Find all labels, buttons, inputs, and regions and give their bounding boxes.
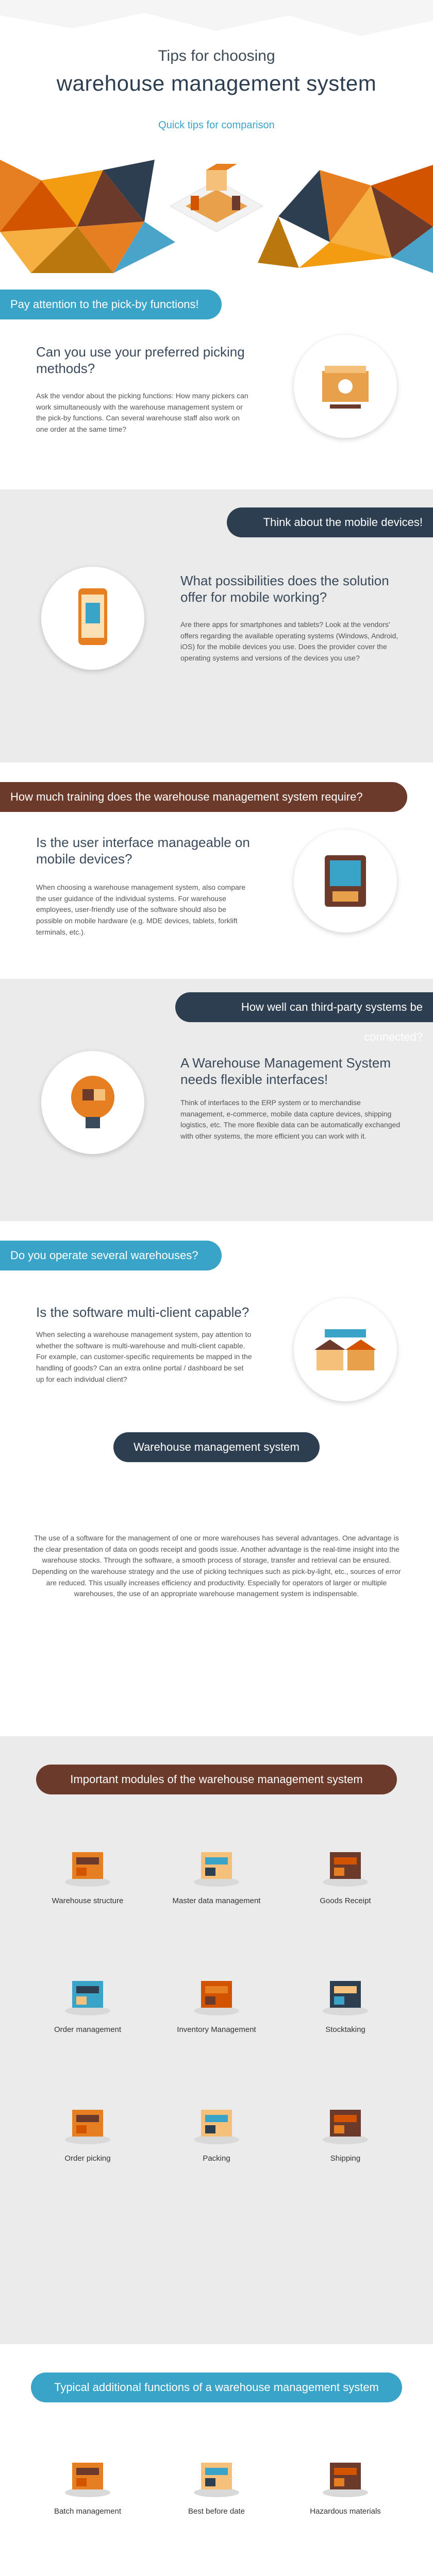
module-label: Order picking (64, 2154, 111, 2163)
database-icon (170, 1832, 263, 1893)
hazard-icon (299, 2442, 392, 2504)
mobile-scanner-icon (294, 829, 397, 933)
section-text-pick-by: Ask the vendor about the picking functions: How many pickers can work simultaneously with the warehouse management system or the pick-by functions. Can several warehouse staff also work on one order at the same time? (36, 392, 248, 434)
section-heading-mobile: What possibilities does the solution offer for mobile working? (180, 573, 389, 605)
module-label: Warehouse structure (52, 1896, 124, 1905)
module-master-data-management (170, 1832, 263, 1908)
storage-strategies-icon (299, 2571, 392, 2576)
module-label: Stocktaking (325, 2025, 365, 2034)
shelf-icon (41, 1832, 134, 1893)
page-title-line1: Tips for choosing (158, 47, 275, 64)
section-heading-warehouses: Is the software multi-client capable? (36, 1304, 249, 1320)
modules-bg (0, 1736, 433, 2344)
section-text-warehouses: When selecting a warehouse management system, pay attention to whether the software is multi-warehouse and multi-client capable. For example, can customer-specific requirements be mapped in the handling of goods? Can an extra online portal / dashboard be set up for each individual client? (36, 1330, 252, 1383)
section-heading-pick-by: Can you use your preferred picking methods? (36, 344, 245, 376)
module-label: Shipping (330, 2154, 361, 2163)
lightbulb-puzzle-icon (41, 1051, 144, 1154)
module-label: Packing (203, 2154, 230, 2163)
order-list-icon (41, 1960, 134, 2022)
module-inventory-management (170, 1960, 263, 2037)
module-best-before-date (170, 2442, 263, 2518)
module-order-picking (41, 2089, 134, 2165)
truck-icon (299, 2089, 392, 2151)
section-banner-training: How much training does the warehouse management system require? (0, 782, 407, 812)
smartphone-icon (41, 567, 144, 670)
section-banner-warehouses: Do you operate several warehouses? (0, 1241, 222, 1270)
pick-by-icon (294, 335, 397, 438)
section-text-interfaces: Think of interfaces to the ERP system or to merchandise management, e-commerce, mobile data capture devices, shipping logistics, etc. The more flexible data can be automatically exchanged with other systems, the more efficient you can work with it. (180, 1098, 401, 1141)
cross-docking-icon (41, 2571, 134, 2576)
calendar-icon (170, 2442, 263, 2504)
section-heading-interfaces: A Warehouse Management System needs flexible interfaces! (180, 1055, 391, 1087)
warehouses-icon (294, 1298, 397, 1401)
page-title: warehouse management system (56, 71, 377, 95)
module-label: Master data management (172, 1896, 261, 1905)
module-label: Goods Receipt (320, 1896, 371, 1905)
module-cross-docking (41, 2571, 134, 2576)
module-batch-management (41, 2442, 134, 2518)
inventory-icon (170, 1960, 263, 2022)
section-heading-training: Is the user interface manageable on mobile devices? (36, 835, 250, 867)
section-banner-interfaces: How well can third-party systems be connected? (175, 992, 433, 1022)
module-shipping (299, 2089, 392, 2165)
section-text-mobile: Are there apps for smartphones and tablets? Look at the vendors' offers regarding the available operating systems (Windows, Android, iOS) for the mobile devices you use. Does the provider cover the operating systems and versions of the devices you use? (180, 620, 398, 663)
stocktaking-icon (299, 1960, 392, 2022)
module-kitting (170, 2571, 263, 2576)
bottles-icon (41, 2442, 134, 2504)
modules-banner: Important modules of the warehouse management system (36, 1765, 397, 1794)
module-hazardous-materials (299, 2442, 392, 2518)
module-order-management (41, 1960, 134, 2037)
kitting-icon (170, 2571, 263, 2576)
module-label: Order management (54, 2025, 122, 2034)
section-text-training: When choosing a warehouse management system, also compare the user guidance of the individual systems. For warehouse employees, user-friendly use of the software should also be possible on mobile hardware (e.g. MDE devices, tablets, forklift terminals, etc.). (36, 883, 246, 936)
top-decoration (0, 0, 433, 36)
module-packing (170, 2089, 263, 2165)
section-banner-mobile: Think about the mobile devices! (227, 507, 433, 537)
header-polygon-art (0, 139, 433, 273)
functions-banner: Typical additional functions of a warehouse management system (31, 2372, 402, 2402)
module-label: Inventory Management (177, 2025, 256, 2034)
packing-icon (170, 2089, 263, 2151)
module-warehouse-structure (41, 1832, 134, 1908)
module-goods-receipt (299, 1832, 392, 1908)
page-subtitle: Quick tips for comparison (158, 120, 275, 131)
wms-text: The use of a software for the management of one or more warehouses has several advantages. One advantage is the clear presentation of data on goods receipt and goods issue. Another advantage is the real-time insight into the warehouse stocks. Through the software, a smooth process of storage, transfer and retrieval can be ensured. Depending on the warehouse strategy and the use of picking techniques such as pick-by-light, etc., sources of error are reduced. This usually increases efficiency and productivity. Especially for operators of larger or multiple warehouses, the use of an appropriate warehouse management system is indispensable. (32, 1534, 401, 1598)
module-label: Best before date (188, 2507, 245, 2516)
module-different-storage-strategies (299, 2571, 392, 2576)
module-label: Hazardous materials (310, 2507, 381, 2516)
module-label: Batch management (54, 2507, 122, 2516)
module-stocktaking (299, 1960, 392, 2037)
picking-icon (41, 2089, 134, 2151)
goods-receipt-icon (299, 1832, 392, 1893)
section-banner-pick-by: Pay attention to the pick-by functions! (0, 290, 222, 319)
wms-banner: Warehouse management system (113, 1432, 320, 1462)
